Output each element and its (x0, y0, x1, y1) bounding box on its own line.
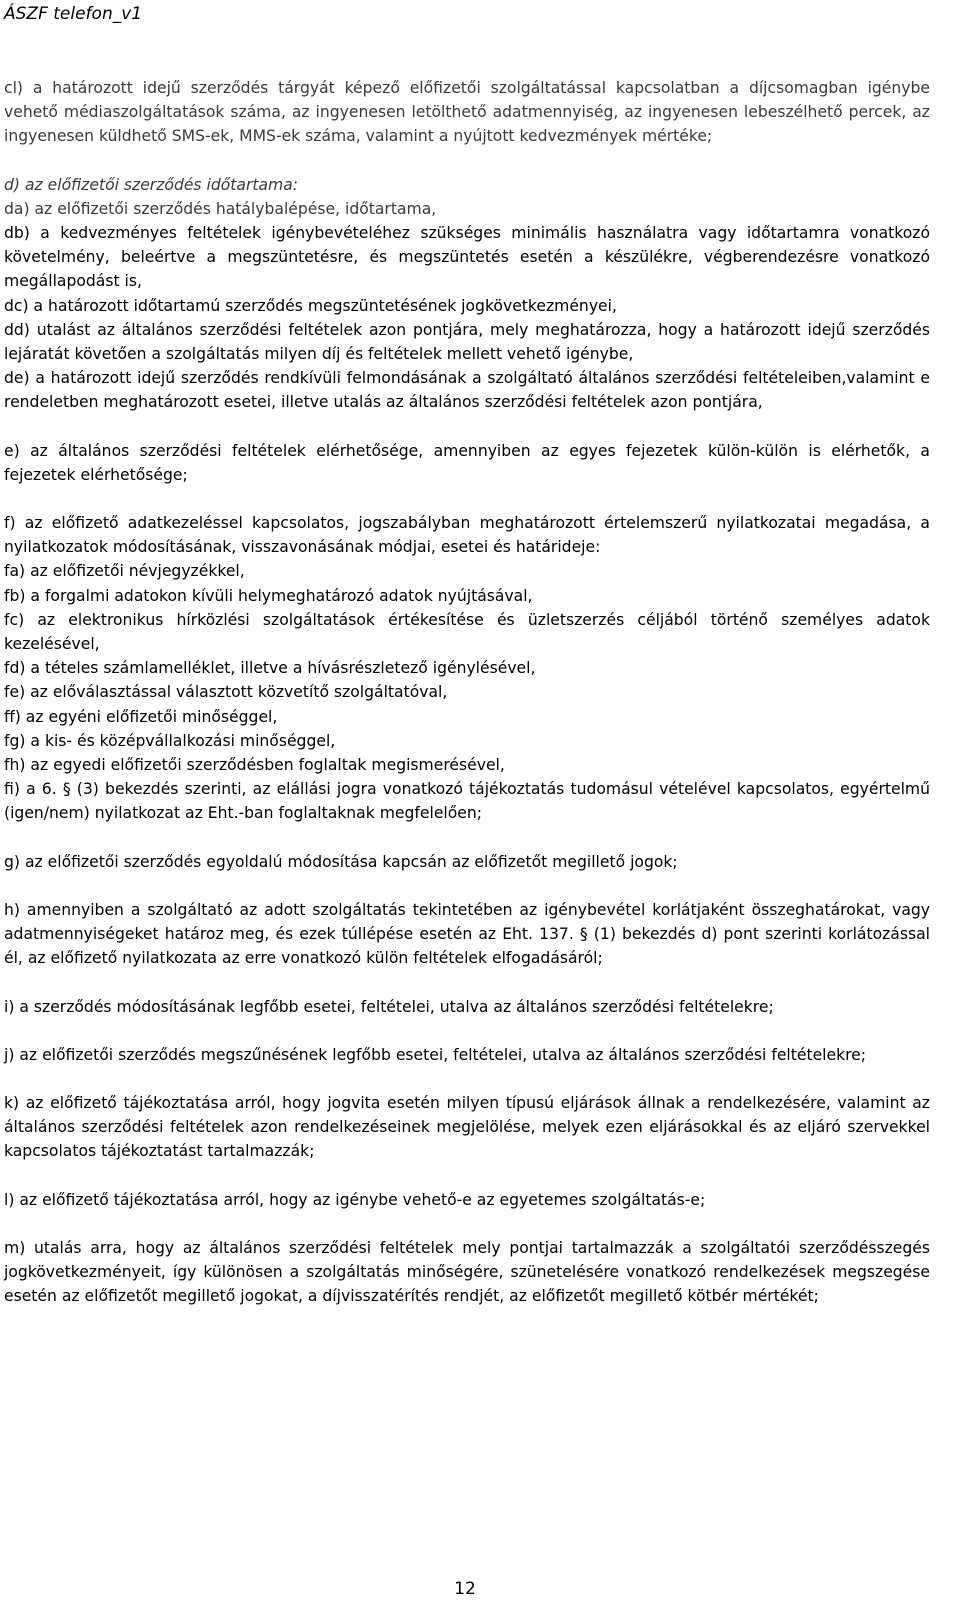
page-number: 12 (454, 1579, 476, 1599)
paragraph-fe: fe) az előválasztással választott közvetítő szolgáltatóval, (4, 683, 448, 702)
paragraph-fd: fd) a tételes számlamelléklet, illetve a hívásrészletező igénylésével, (4, 659, 536, 678)
paragraph-l: l) az előfizető tájékoztatása arról, hogy az igénybe vehető-e az egyetemes szolgáltatás-e; (4, 1190, 706, 1209)
paragraph-fg: fg) a kis- és középvállalkozási minőséggel, (4, 731, 336, 750)
paragraph-e: e) az általános szerződési feltételek elérhetősége, amennyiben az egyes fejezetek külön-külön is elérhetők, a fejezetek elérhetősége; (4, 441, 930, 484)
paragraph-de: de) a határozott idejű szerződés rendkívüli felmondásának a szolgáltató általános szerződési feltételeiben,valamint e rendeletben meghatározott esetei, illetve utalás az általános szerződési feltételek azon pontjára, (4, 369, 930, 412)
paragraph-k: k) az előfizető tájékoztatása arról, hogy jogvita esetén milyen típusú eljárások állnak a rendelkezésére, valamint az általános szerződési feltételek azon rendelkezéseinek megjelölése, melyek ezen eljárásokkal és az eljáró szervekkel kapcsolatos tájékoztatást tartalmazzák; (4, 1093, 930, 1161)
paragraph-d-title: d) az előfizetői szerződés időtartama: (4, 175, 299, 194)
paragraph-cl: cl) a határozott idejű szerződés tárgyát képező előfizetői szolgáltatással kapcsolatban a díjcsomagban igénybe vehető médiaszolgáltatások száma, az ingyenesen letölthető adatmennyiség, az ingyenesen lebeszélhető percek, az ingyenesen küldhető SMS-ek, MMS-ek száma, valamint a nyújtott kedvezmények mértéke; (4, 79, 930, 146)
paragraph-h: h) amennyiben a szolgáltató az adott szolgáltatás tekintetében az igénybevétel korlátjaként összeghatárokat, vagy adatmennyiségeket határoz meg, és ezek túllépése esetén az Eht. 137. § (1) bekezdés d) pont szerinti korlátozással él, az előfizető nyilatkozata az erre vonatkozó külön feltételek elfogadásáról; (4, 900, 930, 968)
paragraph-fi: fi) a 6. § (3) bekezdés szerinti, az elállási jogra vonatkozó tájékoztatás tudomásul vételével kapcsolatos, egyértelmű (igen/nem) nyilatkozat az Eht.-ban foglaltaknak megfelelően; (4, 780, 930, 823)
paragraph-dd: dd) utalást az általános szerződési feltételek azon pontjára, mely meghatározza, hogy a határozott idejű szerződés lejáratát követően a szolgáltatás milyen díj és feltételek mellett vehető igénybe, (4, 320, 930, 364)
paragraph-f: f) az előfizető adatkezeléssel kapcsolatos, jogszabályban meghatározott értelemszerű nyilatkozatai megadása, a nyilatkozatok módosításának, visszavonásának módjai, esetei és határideje: (4, 514, 930, 557)
paragraph-ff: ff) az egyéni előfizetői minőséggel, (4, 707, 278, 726)
paragraph-fc: fc) az elektronikus hírközlési szolgáltatások értékesítése és üzletszerzés céljából történő személyes adatok kezelésével, (4, 610, 930, 654)
document-body (4, 76, 930, 1308)
paragraph-dc: dc) a határozott időtartamú szerződés megszüntetésének jogkövetkezményei, (4, 296, 617, 315)
paragraph-da: da) az előfizetői szerződés hatálybalépése, időtartama, (4, 199, 437, 218)
paragraph-m: m) utalás arra, hogy az általános szerződési feltételek mely pontjai tartalmazzák a szolgáltatói szerződésszegés jogkövetkezményeit, így különösen a szolgáltatás minőségére, szünetelésére vonatkozó rendelkezések megszegése esetén az előfizetőt megillető jogokat, a díjvisszatérítés rendjét, az előfizetőt megillető kötbér mértékét; (4, 1238, 930, 1306)
paragraph-i: i) a szerződés módosításának legfőbb esetei, feltételei, utalva az általános szerződési feltételekre; (4, 997, 774, 1016)
paragraph-j: j) az előfizetői szerződés megszűnésének legfőbb esetei, feltételei, utalva az általános szerződési feltételekre; (4, 1045, 867, 1064)
paragraph-fh: fh) az egyedi előfizetői szerződésben foglaltak megismerésével, (4, 756, 505, 775)
paragraph-g: g) az előfizetői szerződés egyoldalú módosítása kapcsán az előfizetőt megillető jogok; (4, 852, 678, 871)
paragraph-fa: fa) az előfizetői névjegyzékkel, (4, 562, 245, 581)
paragraph-fb: fb) a forgalmi adatokon kívüli helymeghatározó adatok nyújtásával, (4, 586, 533, 605)
paragraph-db: db) a kedvezményes feltételek igénybevételéhez szükséges minimális használatra vagy időtartamra vonatkozó követelmény, beleértve a megszüntetésre, és megszüntetés esetén a készülékre, végberendezésre vonatkozó megállapodást is, (4, 224, 930, 291)
document-header: ÁSZF telefon_v1 (4, 4, 143, 24)
